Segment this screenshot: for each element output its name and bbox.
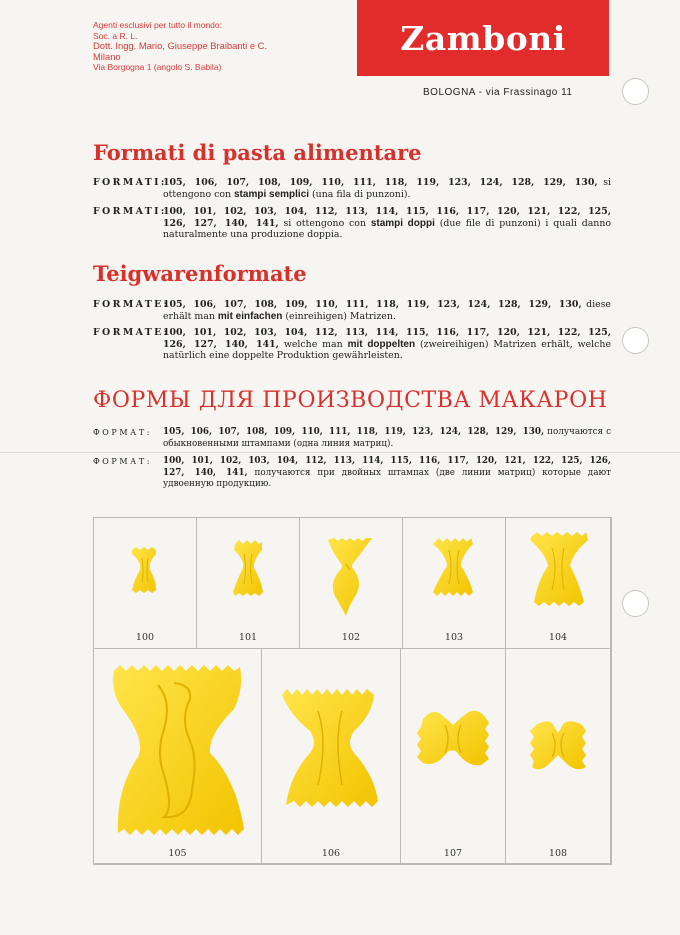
format-text: (una fila di punzoni). (312, 188, 411, 200)
sample-number: 108 (548, 848, 568, 859)
agents-line: Via Borgogna 1 (angolo S. Babila) (93, 62, 222, 73)
heading-russian: ФОРМЫ ДЛЯ ПРОИЗВОДСТВА МАКАРОН (93, 388, 608, 413)
format-text: (zweireihigen) Matrizen erhält, welche natürlich eine doppelte Produktion gewährleisten. (163, 338, 611, 362)
sample-cell-108 (506, 649, 611, 864)
format-numbers: 100, 101, 102, 103, 104, 112, 113, 114, 115, 116, 117, 120, 121, 122, 125, 126, 127, 140, 141, (163, 327, 611, 350)
farfalle-104-image (506, 518, 611, 649)
heading-german: Teigwarenformate (93, 261, 307, 286)
farfalle-103-image (403, 518, 506, 649)
format-row (93, 456, 611, 491)
format-numbers: 105, 106, 107, 108, 109, 110, 111, 118, 119, 123, 124, 128, 129, 130, (163, 427, 545, 437)
brand-name: Zamboni (400, 18, 566, 58)
format-label: ФОРМАТ: (93, 428, 153, 437)
format-row (93, 206, 611, 241)
agents-line: Soc. a R. L. (93, 30, 138, 41)
format-label: FORMATE: (93, 299, 170, 310)
heading-italian: Formati di pasta alimentare (93, 140, 422, 165)
farfalle-102-image (300, 518, 403, 649)
farfalle-108-image (506, 649, 611, 864)
format-numbers: 105, 106, 107, 108, 109, 110, 111, 118, 119, 123, 124, 128, 129, 130, (163, 299, 582, 310)
binder-hole (622, 327, 649, 354)
farfalle-101-image (197, 518, 300, 649)
format-text: (due file di punzoni) i quali danno naturalmente una produzione doppia. (163, 217, 612, 241)
format-text: si ottengono con (283, 217, 366, 229)
format-emphasis: mit doppelten (347, 338, 416, 350)
pasta-samples-grid (93, 517, 612, 865)
sample-cell-101 (197, 518, 300, 649)
format-numbers: 105, 106, 107, 108, 109, 110, 111, 118, 119, 123, 124, 128, 129, 130, (163, 177, 598, 188)
format-text: diese erhält man (163, 299, 611, 322)
sample-number: 106 (321, 848, 341, 859)
sample-cell-102 (300, 518, 403, 649)
format-label: FORMATE: (93, 327, 170, 338)
format-text: получаются с обыкновенными штампами (одна линия матриц). (163, 427, 611, 449)
agents-block (93, 20, 267, 73)
binder-hole (622, 78, 649, 105)
sample-number: 101 (238, 632, 258, 643)
farfalle-107-image (401, 649, 506, 864)
sample-cell-107 (401, 649, 506, 864)
sample-cell-100 (94, 518, 197, 649)
agents-line: Dott. Ingg. Mario, Giuseppe Braibanti e C. (93, 40, 268, 52)
agents-line: Agenti esclusivi per tutto il mondo: (93, 20, 222, 30)
sample-number: 102 (341, 632, 361, 643)
sample-cell-104 (506, 518, 611, 649)
paper-fold (0, 452, 680, 453)
format-text: получаются при двойных штампах (две линии матриц) которые дают удвоенную продукцию. (163, 467, 611, 490)
format-row (93, 299, 611, 322)
sample-number: 100 (135, 632, 155, 643)
format-text: (einreihigen) Matrizen. (285, 310, 396, 322)
format-emphasis: stampi doppi (370, 217, 435, 229)
format-numbers: 100, 101, 102, 103, 104, 112, 113, 114, 115, 116, 117, 120, 121, 122, 125, 126, 127, 140, 141, (163, 206, 611, 229)
farfalle-105-image (94, 649, 262, 864)
farfalle-106-image (262, 649, 401, 864)
agents-line: Milano (93, 50, 121, 62)
format-row (93, 327, 611, 362)
sample-number: 104 (548, 632, 568, 643)
format-emphasis: mit einfachen (217, 310, 283, 322)
format-text: si ottengono con (163, 177, 611, 200)
format-row (93, 427, 611, 450)
sample-number: 107 (443, 848, 463, 859)
company-address: BOLOGNA - via Frassinago 11 (423, 87, 573, 98)
format-text: welche man (283, 338, 343, 350)
binder-hole (622, 590, 649, 617)
format-numbers: 100, 101, 102, 103, 104, 112, 113, 114, 115, 116, 117, 120, 121, 122, 125, 126, 127, 140, 141, (163, 456, 611, 478)
sample-cell-106 (262, 649, 401, 864)
format-emphasis: stampi semplici (234, 188, 310, 200)
farfalle-100-image (94, 518, 197, 649)
format-label: FORMATI: (93, 177, 167, 188)
format-label: ФОРМАТ: (93, 457, 153, 466)
sample-number: 103 (444, 632, 464, 643)
sample-cell-105 (94, 649, 262, 864)
format-row (93, 177, 611, 200)
brand-logo (357, 0, 609, 76)
sample-number: 105 (168, 848, 187, 859)
sample-cell-103 (403, 518, 506, 649)
format-label: FORMATI: (93, 206, 167, 217)
